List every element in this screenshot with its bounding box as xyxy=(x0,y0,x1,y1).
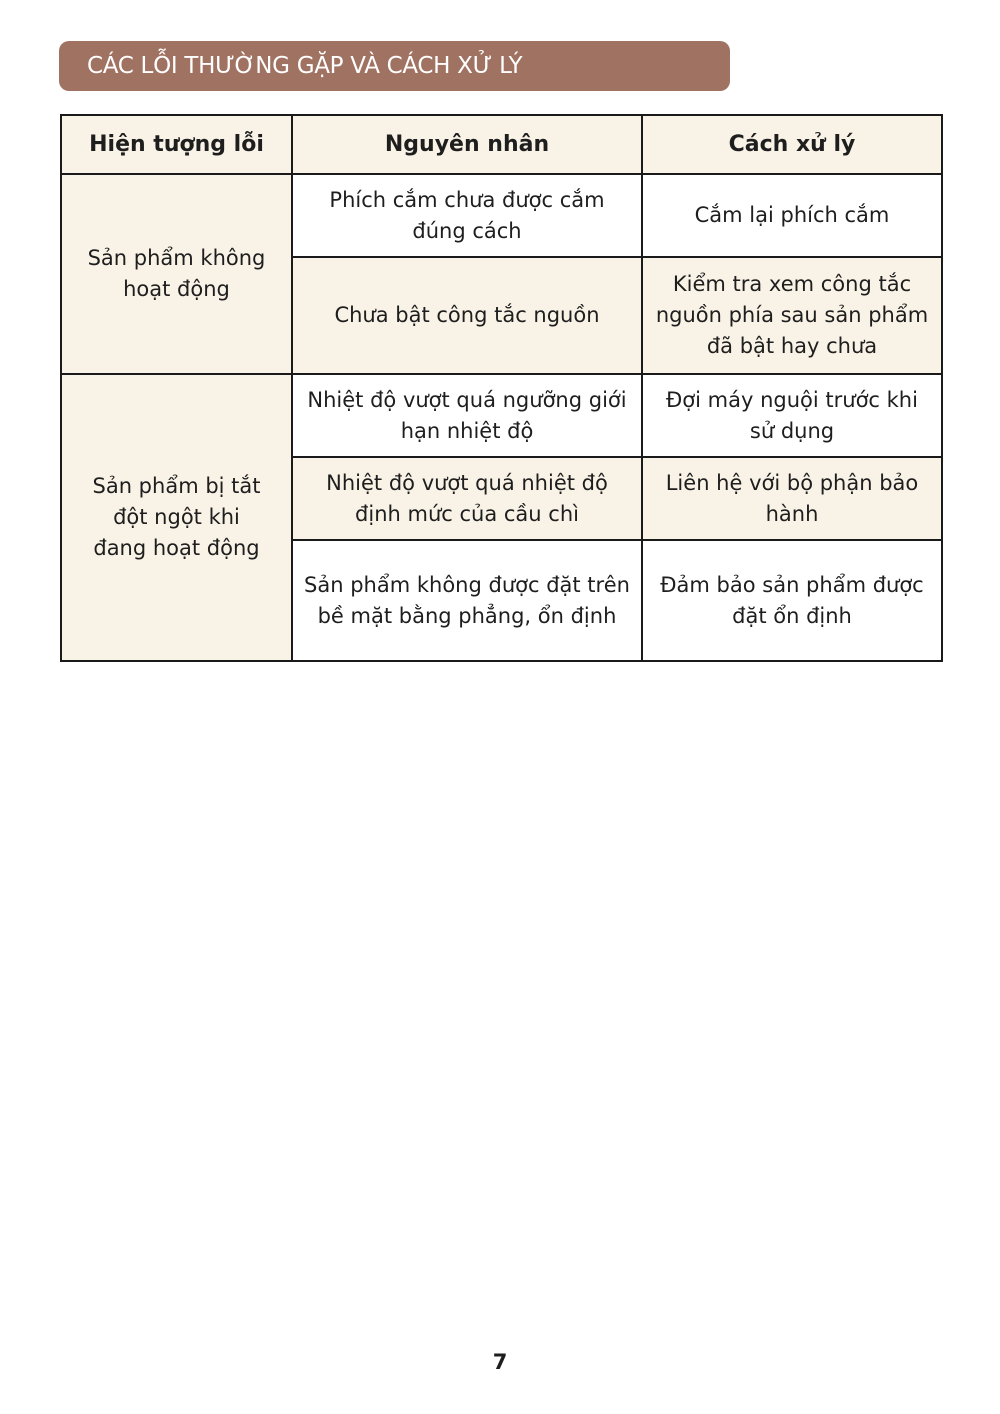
cause-cell: Sản phẩm không được đặt trên bề mặt bằng phẳng, ổn định xyxy=(292,540,642,661)
section-banner xyxy=(59,41,730,91)
troubleshooting-table xyxy=(60,114,943,662)
solution-cell: Liên hệ với bộ phận bảo hành xyxy=(642,457,942,540)
table-row xyxy=(61,174,942,257)
cause-cell: Nhiệt độ vượt quá ngưỡng giới hạn nhiệt độ xyxy=(292,374,642,457)
solution-cell: Cắm lại phích cắm xyxy=(642,174,942,257)
symptom-cell: Sản phẩm không hoạt động xyxy=(61,174,292,374)
table-row xyxy=(61,374,942,457)
cause-cell: Phích cắm chưa được cắm đúng cách xyxy=(292,174,642,257)
solution-cell: Đợi máy nguội trước khi sử dụng xyxy=(642,374,942,457)
symptom-cell: Sản phẩm bị tắt đột ngột khi đang hoạt động xyxy=(61,374,292,661)
solution-cell: Kiểm tra xem công tắc nguồn phía sau sản phẩm đã bật hay chưa xyxy=(642,257,942,374)
header-symptom: Hiện tượng lỗi xyxy=(61,115,292,174)
page-number: 7 xyxy=(492,1350,508,1374)
table-header-row xyxy=(61,115,942,174)
header-cause: Nguyên nhân xyxy=(292,115,642,174)
solution-cell: Đảm bảo sản phẩm được đặt ổn định xyxy=(642,540,942,661)
cause-cell: Nhiệt độ vượt quá nhiệt độ định mức của cầu chì xyxy=(292,457,642,540)
header-solution: Cách xử lý xyxy=(642,115,942,174)
cause-cell: Chưa bật công tắc nguồn xyxy=(292,257,642,374)
section-title: CÁC LỖI THƯỜNG GẶP VÀ CÁCH XỬ LÝ xyxy=(87,53,523,79)
